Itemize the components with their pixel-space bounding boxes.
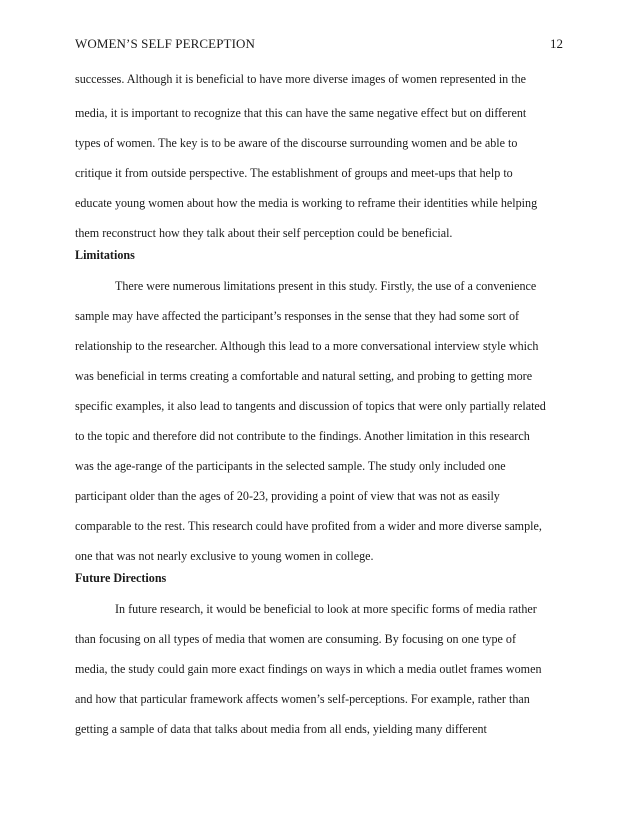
paragraph-line: types of women. The key is to be aware of the discourse surrounding women and be able to <box>75 136 518 150</box>
paragraph-line: than focusing on all types of media that women are consuming. By focusing on one type of <box>75 632 516 646</box>
paragraph-line: getting a sample of data that talks about media from all ends, yielding many different <box>75 722 487 736</box>
paragraph-line: and how that particular framework affects women’s self-perceptions. For example, rather than <box>75 692 530 706</box>
paragraph-line: comparable to the rest. This research could have profited from a wider and more diverse sample, <box>75 519 542 533</box>
paragraph-line: critique it from outside perspective. The establishment of groups and meet-ups that help to <box>75 166 513 180</box>
page-number: 12 <box>550 36 563 51</box>
paragraph-line: successes. Although it is beneficial to have more diverse images of women represented in the <box>75 72 527 86</box>
section-heading-future-directions: Future Directions <box>75 571 167 585</box>
paragraph-line: participant older than the ages of 20-23, providing a point of view that was not as easily <box>75 489 500 503</box>
section-heading-limitations: Limitations <box>75 248 135 262</box>
paragraph-line: one that was not nearly exclusive to young women in college. <box>75 549 374 563</box>
paragraph-line: specific examples, it also lead to tangents and discussion of topics that were only partially related <box>75 399 546 413</box>
paragraph-line: to the topic and therefore did not contribute to the findings. Another limitation in this research <box>75 429 530 443</box>
paragraph-line: was the age-range of the participants in the selected sample. The study only included one <box>75 459 506 473</box>
paragraph-line: media, it is important to recognize that this can have the same negative effect but on different <box>75 106 527 120</box>
paragraph-line: media, the study could gain more exact findings on ways in which a media outlet frames women <box>75 662 542 676</box>
paragraph-line: In future research, it would be beneficial to look at more specific forms of media rather <box>115 602 537 616</box>
paragraph-line: was beneficial in terms creating a comfortable and natural setting, and probing to getting more <box>75 369 533 383</box>
page-header <box>75 36 563 54</box>
running-head: WOMEN’S SELF PERCEPTION <box>75 36 255 51</box>
paragraph-line: educate young women about how the media is working to reframe their identities while helping <box>75 196 538 210</box>
paragraph-line: relationship to the researcher. Although this lead to a more conversational interview style which <box>75 339 539 353</box>
paragraph-line: sample may have affected the participant’s responses in the sense that they had some sort of <box>75 309 520 323</box>
paragraph-line: them reconstruct how they talk about their self perception could be beneficial. <box>75 226 453 240</box>
paragraph-line: There were numerous limitations present in this study. Firstly, the use of a convenience <box>115 279 537 293</box>
